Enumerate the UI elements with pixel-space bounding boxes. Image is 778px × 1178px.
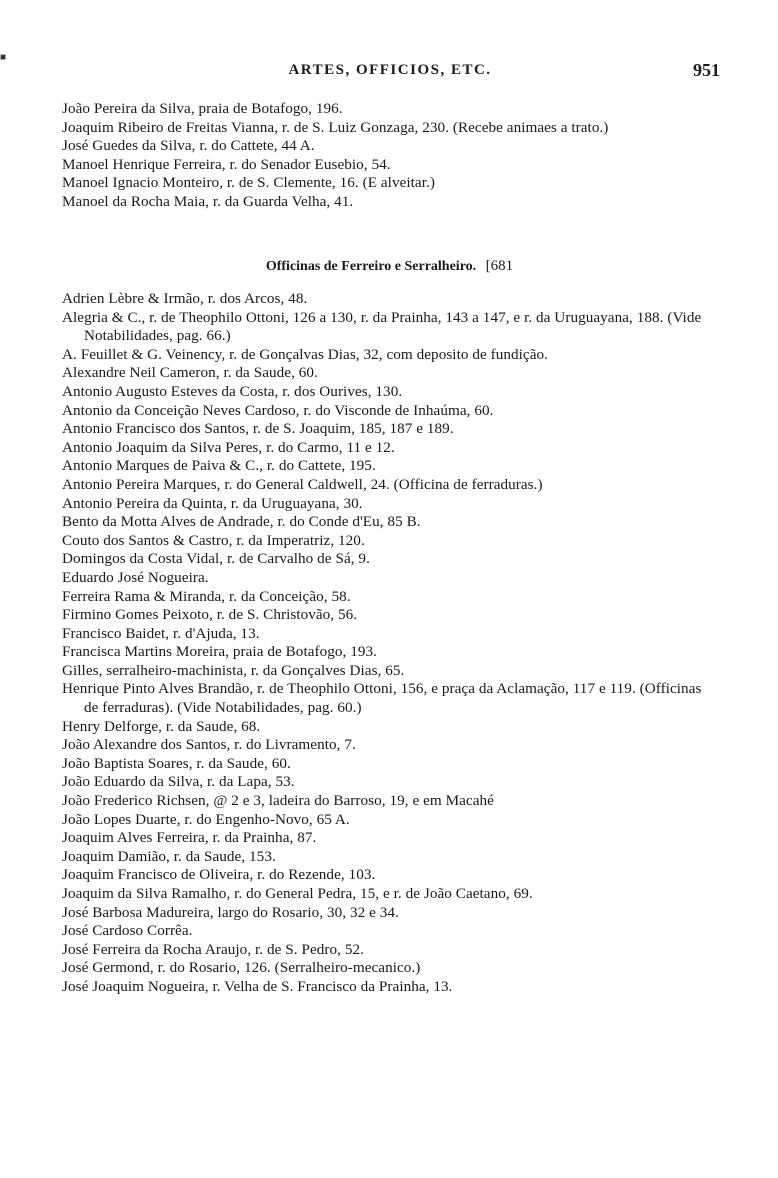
directory-entry: Joaquim Francisco de Oliveira, r. do Rezende, 103. — [62, 866, 376, 884]
directory-entry: Henrique Pinto Alves Brandão, r. de Theophilo Ottoni, 156, e praça da Aclamação, 117 e 119. (Officinas de ferraduras). (Vide Notabilidades, pag. 60.) — [62, 680, 702, 717]
directory-entry: Antonio Augusto Esteves da Costa, r. dos Ourives, 130. — [62, 382, 403, 400]
directory-entry: Manoel da Rocha Maia, r. da Guarda Velha, 41. — [62, 192, 354, 210]
directory-entry: Manoel Ignacio Monteiro, r. de S. Clemente, 16. (E alveitar.) — [62, 174, 435, 192]
directory-entry: Manoel Henrique Ferreira, r. do Senador Eusebio, 54. — [62, 155, 391, 173]
section-title: Officinas de Ferreiro e Serralheiro. — [265, 259, 477, 274]
directory-entry: João Baptista Soares, r. da Saude, 60. — [62, 754, 291, 772]
directory-entry: Francisca Martins Moreira, praia de Botafogo, 193. — [62, 643, 378, 661]
directory-entry: Bento da Motta Alves de Andrade, r. do Conde d'Eu, 85 B. — [62, 513, 421, 531]
directory-entry: José Cardoso Corrêa. — [62, 922, 193, 940]
directory-entry: Couto dos Santos & Castro, r. da Imperatriz, 120. — [62, 531, 365, 549]
directory-entry: João Pereira da Silva, praia de Botafogo, 196. — [62, 100, 343, 117]
directory-entry: Antonio da Conceição Neves Cardoso, r. do Visconde de Inhaúma, 60. — [62, 401, 494, 419]
directory-entry: Joaquim Damião, r. da Saude, 153. — [62, 847, 276, 865]
directory-entry: A. Feuillet & G. Veinency, r. de Gonçalvas Dias, 32, com deposito de fundição. — [62, 345, 548, 363]
directory-entry: Joaquim Alves Ferreira, r. da Prainha, 87. — [62, 829, 317, 847]
entries-list — [62, 290, 717, 997]
directory-entry: Francisco Baidet, r. d'Ajuda, 13. — [62, 624, 260, 642]
directory-entry: Alegria & C., r. de Theophilo Ottoni, 126 a 130, r. da Prainha, 143 a 147, e r. da Uruguayana, 188. (Vide Notabilidades, pag. 66.) — [62, 308, 702, 345]
directory-entry: Antonio Francisco dos Santos, r. de S. Joaquim, 185, 187 e 189. — [62, 420, 454, 438]
directory-entry: José Barbosa Madureira, largo do Rosario, 30, 32 e 34. — [62, 903, 399, 921]
section-count: [681 — [485, 258, 514, 274]
section-heading — [62, 258, 717, 275]
directory-entry: José Guedes da Silva, r. do Cattete, 44 A. — [62, 137, 315, 155]
directory-entry: José Ferreira da Rocha Araujo, r. de S. Pedro, 52. — [62, 940, 364, 958]
directory-entry: Antonio Pereira Marques, r. do General Caldwell, 24. (Officina de ferraduras.) — [62, 475, 543, 493]
directory-entry: Gilles, serralheiro-machinista, r. da Gonçalves Dias, 65. — [62, 661, 405, 679]
directory-entry: Joaquim Ribeiro de Freitas Vianna, r. de S. Luiz Gonzaga, 230. (Recebe animaes a trato.) — [62, 118, 609, 136]
directory-entry: Antonio Joaquim da Silva Peres, r. do Carmo, 11 e 12. — [62, 438, 395, 456]
margin-mark: ■ — [0, 52, 7, 63]
top-entries-list — [62, 100, 717, 212]
directory-entry: Joaquim da Silva Ramalho, r. do General Pedra, 15, e r. de João Caetano, 69. — [62, 885, 533, 902]
directory-entry: Antonio Pereira da Quinta, r. da Uruguayana, 30. — [62, 494, 363, 512]
header-title: ARTES, OFFICIOS, ETC. — [288, 62, 492, 78]
directory-entry: Henry Delforge, r. da Saude, 68. — [62, 717, 261, 735]
directory-entry: José Joaquim Nogueira, r. Velha de S. Francisco da Prainha, 13. — [62, 977, 453, 995]
directory-entry: João Lopes Duarte, r. do Engenho-Novo, 65 A. — [62, 810, 350, 828]
directory-entry: Alexandre Neil Cameron, r. da Saude, 60. — [62, 364, 318, 382]
directory-entry: João Alexandre dos Santos, r. do Livramento, 7. — [62, 736, 356, 754]
directory-entry: Firmino Gomes Peixoto, r. de S. Christovão, 56. — [62, 606, 358, 624]
directory-entry: Ferreira Rama & Miranda, r. da Conceição, 58. — [62, 587, 351, 605]
directory-entry: José Germond, r. do Rosario, 126. (Serralheiro-mecanico.) — [62, 959, 421, 977]
directory-entry: Antonio Marques de Paiva & C., r. do Cattete, 195. — [62, 457, 376, 475]
page-number: 951 — [693, 60, 720, 80]
directory-entry: João Eduardo da Silva, r. da Lapa, 53. — [62, 773, 295, 791]
directory-entry: João Frederico Richsen, @ 2 e 3, ladeira do Barroso, 19, e em Macahé — [62, 792, 494, 810]
running-header — [60, 62, 720, 86]
directory-entry: Eduardo José Nogueira. — [62, 568, 209, 586]
directory-entry: Adrien Lèbre & Irmão, r. dos Arcos, 48. — [62, 290, 308, 307]
directory-entry: Domingos da Costa Vidal, r. de Carvalho de Sá, 9. — [62, 550, 370, 568]
